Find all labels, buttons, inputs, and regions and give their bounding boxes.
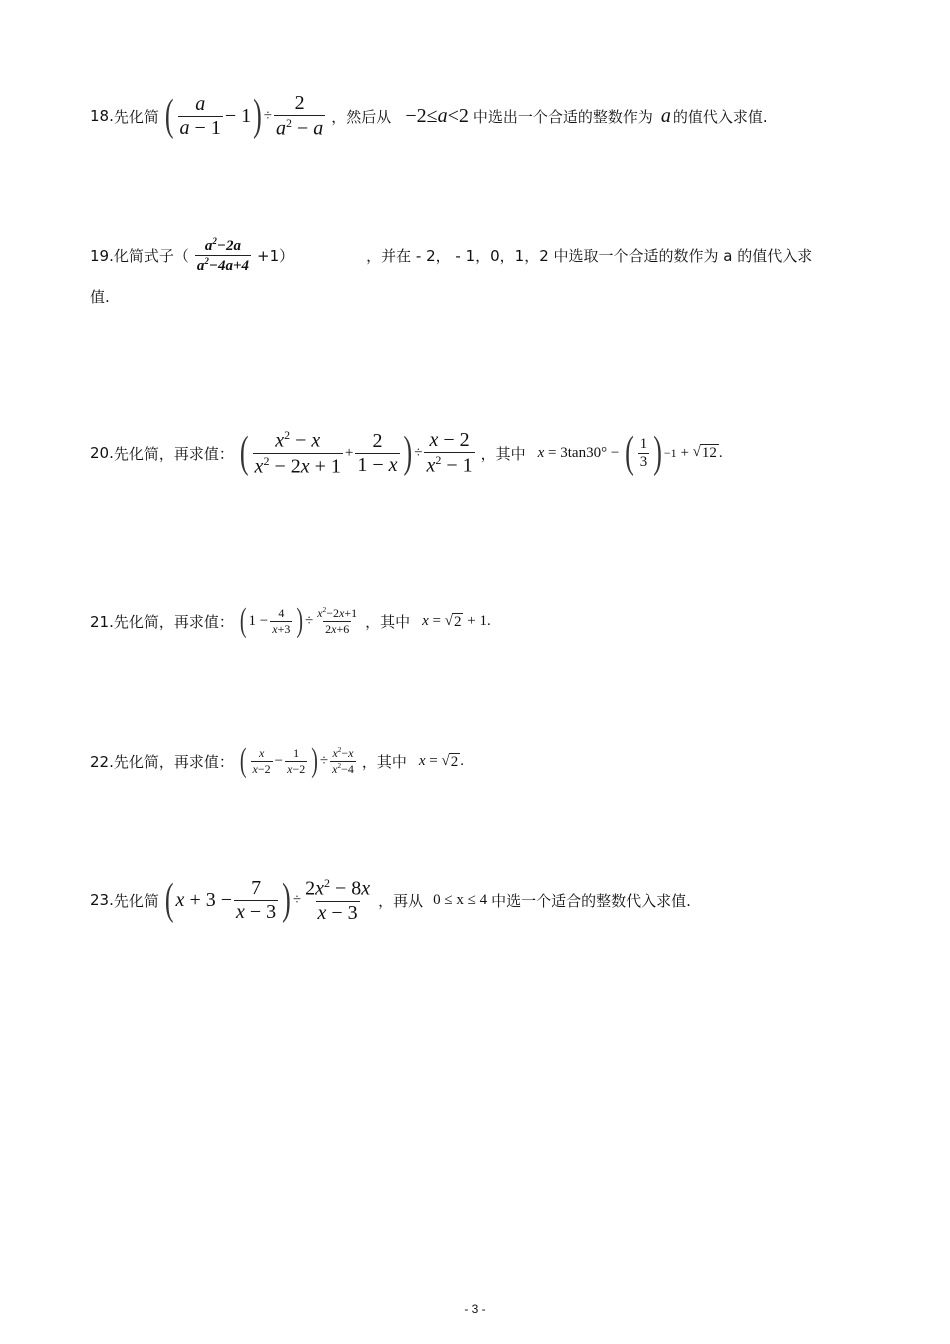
expression-22: ( $\frac{x}{x-2}$ − $\frac{1}{x-2}$ ) ÷ $\frac{x^2-x}{x^2-4}$	[239, 741, 354, 780]
condition-23: 0 ≤ x ≤ 4	[433, 891, 488, 908]
condition-18: −2≤ a <2	[405, 104, 469, 127]
question-mid: ，其中	[480, 444, 526, 463]
question-tail: ，并在 ‑ 2， ‑ 1，0，1，2 中选取一个合适的数作为 a 的值代入求	[366, 247, 813, 265]
question-19	[90, 236, 812, 275]
x-value-22: x = √ 2 .	[418, 752, 464, 770]
question-tail-2: 值.	[90, 288, 110, 306]
question-lead: 先化简，再求值：	[113, 444, 234, 463]
expression-20: ( $\frac{x^2 - x}{x^2 - 2x + 1}$ + $\frac{2}{1 - x}$ ) ÷ $\frac{x - 2}{x^2 - 1}$	[239, 427, 473, 478]
question-tail: 中选出一个合适的整数作为	[472, 107, 653, 126]
question-lead: 先化简，再求值：	[113, 753, 234, 771]
x-value-20: x = 3tan30° − ( $\frac{1}{3}$ ) −1 + √ 12 .	[537, 427, 723, 477]
question-tail-2: 的值代入求值.	[672, 107, 768, 126]
question-mid: ，再从	[378, 891, 424, 910]
question-lead: 化简式子（	[113, 247, 189, 265]
question-mid: ，其中	[361, 753, 407, 771]
question-20	[90, 428, 727, 478]
expression-21: ( 1 − $\frac{4}{x+3}$ ) ÷ $\frac{x^2-2x+1}{2x+6}$	[239, 601, 358, 640]
question-21	[90, 601, 495, 640]
question-number: 18.	[90, 107, 114, 126]
x-value-21: x = √ 2 + 1 .	[422, 612, 491, 630]
question-18	[90, 92, 768, 141]
question-number: 19.	[90, 246, 114, 265]
question-23	[90, 876, 691, 925]
question-mid: ，其中	[365, 613, 411, 631]
question-22	[90, 741, 468, 780]
question-mid: ，然后从	[331, 107, 392, 126]
question-tail: 中选一个适合的整数代入求值.	[491, 891, 691, 910]
expression-19: $\frac{a^2-2a}{a^2-4a+4}$	[196, 236, 250, 274]
question-number: 20.	[90, 444, 114, 463]
variable-a: a	[660, 104, 671, 127]
question-close: +1）	[257, 247, 295, 265]
question-number: 23.	[90, 891, 114, 910]
question-number: 22.	[90, 752, 114, 771]
expression-23: ( x + 3 − $\frac{7}{x - 3}$ ) ÷ $\frac{2x^2 - 8x}{x - 3}$	[164, 874, 371, 925]
question-19-continued	[90, 286, 110, 307]
question-lead: 先化简，再求值：	[113, 613, 234, 631]
question-number: 21.	[90, 612, 114, 631]
question-lead: 先化简	[113, 891, 159, 910]
expression-18: ( $\frac{a}{a - 1}$ − 1 ) ÷ $\frac{2}{a^2 - a}$	[164, 90, 324, 141]
page-number: - 3 -	[464, 1302, 486, 1316]
question-lead: 先化简	[113, 107, 159, 126]
